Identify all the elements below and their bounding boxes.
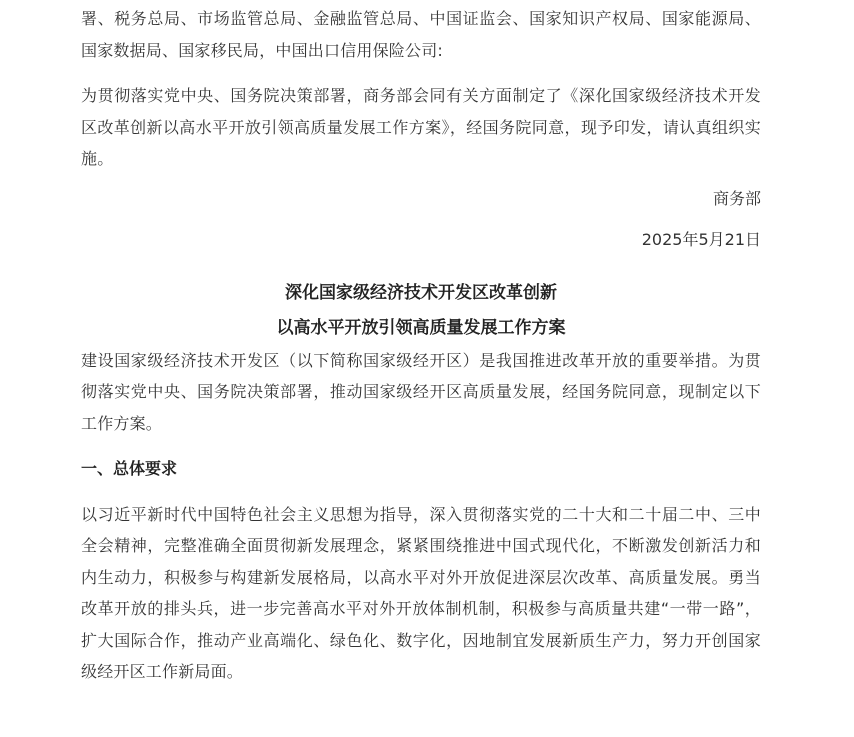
issuer-signature: 商务部 <box>712 188 761 208</box>
intro-paragraph: 为贯彻落实党中央、国务院决策部署，商务部会同有关方面制定了《深化国家级经济技术开发区改革创新以高水平开放引领高质量发展工作方案》，经国务院同意，现予印发，请认真组织实施。 <box>81 86 761 168</box>
issue-date: 2025年5月21日 <box>641 230 761 249</box>
section1-body-paragraph: 以习近平新时代中国特色社会主义思想为指导，深入贯彻落实党的二十大和二十届二中、三中全会精神，完整准确全面贯彻新发展理念，紧紧围绕推进中国式现代化，不断激发创新活力和内生动力，积极参与构建新发展格局，以高水平对外开放促进深层次改革、高质量发展。勇当改革开放的排头兵，进一步完善高水平对外开放体制机制，积极参与高质量共建“一带一路”，扩大国际合作，推动产业高端化、绿色化、数字化，因地制宜发展新质生产力，努力开创国家级经开区工作新局面。 <box>81 504 761 681</box>
document-title-line-2: 以高水平开放引领高质量发展工作方案 <box>276 318 566 338</box>
document-title-line-1: 深化国家级经济技术开发区改革创新 <box>285 282 557 303</box>
document-body <box>81 0 761 688</box>
preamble-paragraph: 建设国家级经济技术开发区（以下简称国家级经开区）是我国推进改革开放的重要举措。为贯彻落实党中央、国务院决策部署，推动国家级经开区高质量发展，经国务院同意，现制定以下工作方案。 <box>81 350 761 433</box>
recipients-paragraph: 署、税务总局、市场监管总局、金融监管总局、中国证监会、国家知识产权局、国家能源局、国家数据局、国家移民局，中国出口信用保险公司: <box>81 9 761 60</box>
section-heading-general-requirements: 一、总体要求 <box>81 459 178 478</box>
